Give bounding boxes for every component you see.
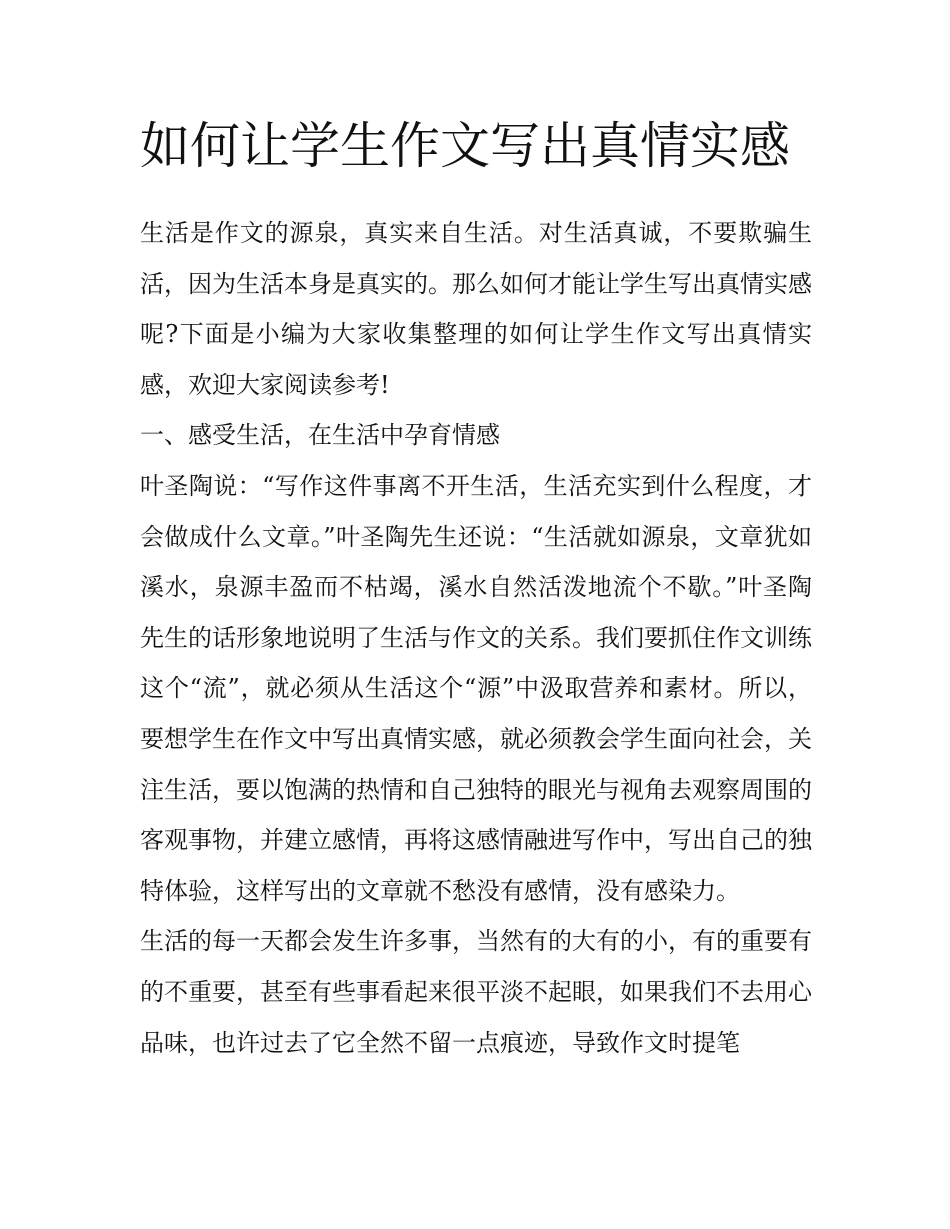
document-title: 如何让学生作文写出真情实感 (140, 117, 790, 175)
document-page (140, 108, 812, 1068)
paragraph-ye-shengtao: 叶圣陶说：“写作这件事离不开生活，生活充实到什么程度，才会做成什么文章。”叶圣陶先生还说：“生活就如源泉，文章犹如溪水，泉源丰盈而不枯竭，溪水自然活泼地流个不歇。”叶圣陶先生的话形象地说明了生活与作文的关系。我们要抓住作文训练这个“流”，就必须从生活这个“源”中汲取营养和素材。所以，要想学生在作文中写出真情实感，就必须教会学生面向社会，关注生活，要以饱满的热情和自己独特的眼光与视角去观察周围的客观事物，并建立感情，再将这感情融进写作中，写出自己的独特体验，这样写出的文章就不愁没有感情，没有感染力。 (140, 471, 812, 905)
paragraph-intro: 生活是作文的源泉，真实来自生活。对生活真诚，不要欺骗生活，因为生活本身是真实的。那么如何才能让学生写出真情实感呢?下面是小编为大家收集整理的如何让学生作文写出真情实感，欢迎大家阅读参考! (140, 219, 812, 399)
section-heading-1: 一、感受生活，在生活中孕育情感 (140, 421, 500, 450)
paragraph-daily-life: 生活的每一天都会发生许多事，当然有的大有的小，有的重要有的不重要，甚至有些事看起来很平淡不起眼，如果我们不去用心品味，也许过去了它全然不留一点痕迹，导致作文时提笔 (140, 927, 812, 1057)
document-body (140, 208, 812, 1068)
